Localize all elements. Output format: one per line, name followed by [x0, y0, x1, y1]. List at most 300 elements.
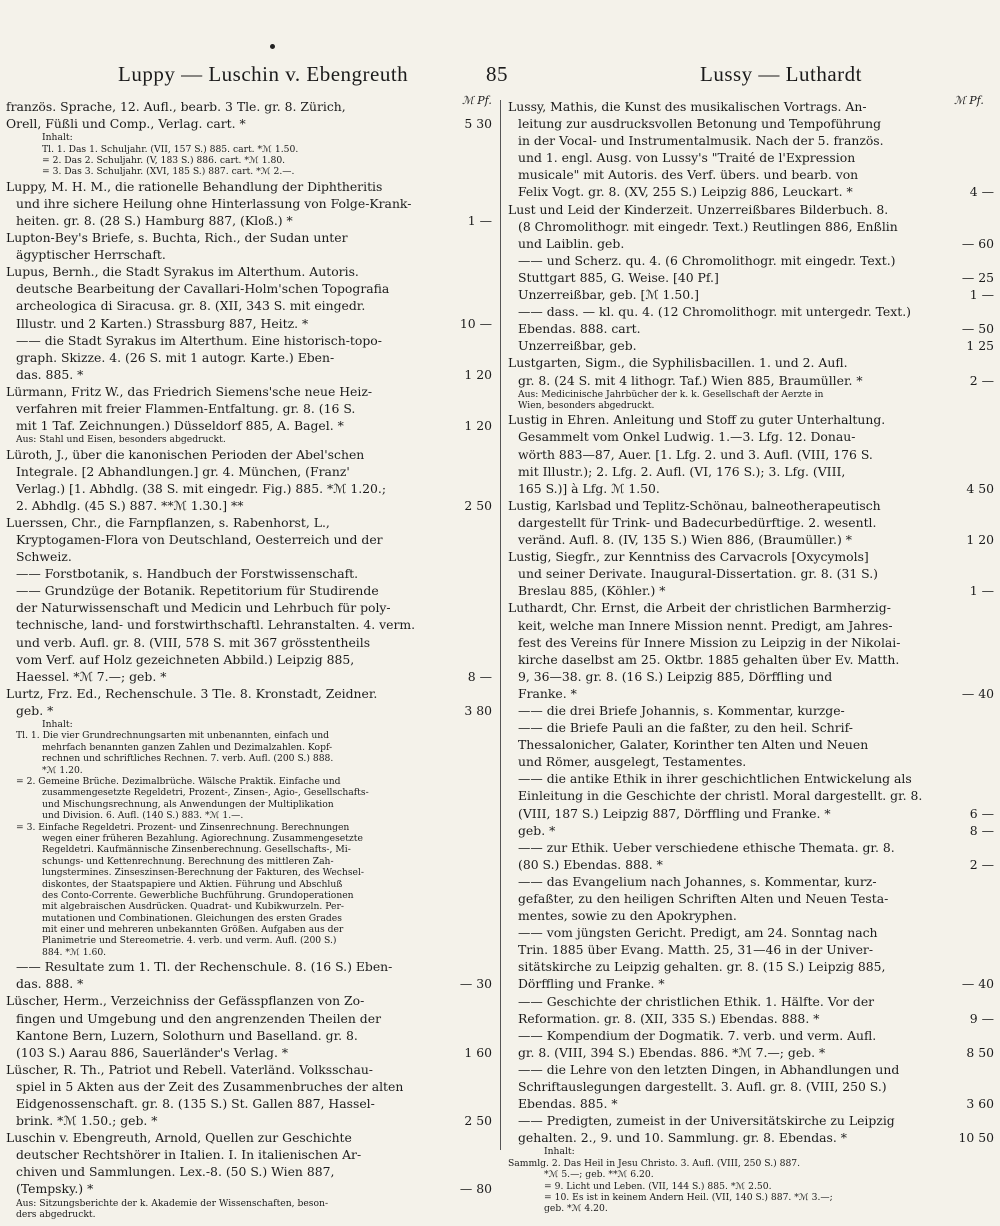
- entry-text: Luppy, M. H. M., die rationelle Behandlung der Diphtheritis: [6, 178, 383, 194]
- entry-note-line: [6, 787, 492, 798]
- entry-text: mit 1 Taf. Zeichnungen.) Düsseldorf 885, A. Bagel. *: [16, 418, 344, 434]
- entry-note-line: [6, 879, 492, 890]
- entry-line: [6, 480, 492, 497]
- entry-text: = 2. Das 2. Schuljahr. (V, 183 S.) 886. cart. *ℳ 1.80.: [42, 154, 286, 166]
- entry-text: —— dass. — kl. qu. 4. (12 Chromolithogr. mit untergedr. Text.): [518, 304, 912, 320]
- entry-line: [508, 514, 994, 531]
- entry-line: [508, 183, 994, 200]
- entry-text: 2. Abhdlg. (45 S.) 887. **ℳ 1.30.] **: [16, 497, 244, 513]
- entry-line: [6, 366, 492, 383]
- entry-line: [6, 229, 492, 246]
- entry-text: Aus: Sitzungsberichte der k. Akademie der Wissenschaften, beson-: [16, 1197, 329, 1209]
- entry-line: [508, 531, 994, 548]
- entry-line: [508, 428, 994, 445]
- entry-price: 10 50: [958, 1130, 994, 1146]
- entry-line: [6, 263, 492, 280]
- entry-text: und verb. Aufl. gr. 8. (VIII, 578 S. mit 367 grösstentheils: [16, 634, 371, 650]
- entry-text: mehrfach benannten ganzen Zahlen und Dezimalzahlen. Kopf-: [42, 741, 333, 753]
- entry-note-line: [6, 890, 492, 901]
- entry-note-line: [6, 776, 492, 787]
- entry-price: — 40: [961, 976, 994, 992]
- entry-note-line: [6, 924, 492, 935]
- entry-text: Integrale. [2 Abhandlungen.] gr. 4. München, (Franz': [16, 463, 350, 479]
- entry-line: [6, 1027, 492, 1044]
- entry-line: [6, 651, 492, 668]
- entry-line: [6, 1112, 492, 1129]
- entry-text: Orell, Füßli und Comp., Verlag. cart. *: [6, 116, 246, 132]
- entry-text: = 2. Gemeine Brüche. Dezimalbrüche. Wälsche Praktik. Einfache und: [16, 776, 341, 787]
- entry-note-line: [6, 822, 492, 833]
- entry-text: französ. Sprache, 12. Aufl., bearb. 3 Tle. gr. 8. Zürich,: [6, 99, 346, 114]
- entry-text: —— Predigten, zumeist in der Universitätskirche zu Leipzig: [518, 1113, 895, 1129]
- entry-price: 1 —: [969, 287, 994, 303]
- entry-line: [508, 320, 994, 337]
- entry-line: [508, 617, 994, 634]
- entry-line: [508, 303, 994, 320]
- entry-note-line: [6, 719, 492, 730]
- ink-dot: [270, 44, 275, 49]
- entry-text: *ℳ 5.—; geb. **ℳ 6.20.: [544, 1169, 654, 1181]
- entry-text: das. 888. *: [16, 976, 84, 992]
- entry-note-line: [508, 389, 994, 400]
- entry-text: keit, welche man Innere Mission nennt. Predigt, am Jahres-: [518, 617, 893, 633]
- entry-text: —— die Stadt Syrakus im Alterthum. Eine historisch-topo-: [16, 332, 382, 348]
- entry-text: Reformation. gr. 8. (XII, 335 S.) Ebendas. 888. *: [518, 1010, 820, 1026]
- entry-line: [6, 1044, 492, 1061]
- entry-line: [6, 417, 492, 434]
- entry-note-line: [6, 132, 492, 143]
- entry-line: [6, 280, 492, 297]
- entry-note-line: [6, 867, 492, 878]
- entry-note-line: [508, 1203, 994, 1214]
- entry-line: [508, 599, 994, 616]
- entry-line: [508, 582, 994, 599]
- entry-text: (VIII, 187 S.) Leipzig 887, Dörffling und Franke. *: [518, 805, 831, 821]
- entry-text: Kryptogamen-Flora von Deutschland, Oesterreich und der: [16, 532, 383, 548]
- entry-price: 2 50: [464, 497, 492, 513]
- entry-line: [6, 548, 492, 565]
- entry-line: [6, 349, 492, 366]
- entry-text: Stuttgart 885, G. Weise. [40 Pf.]: [518, 269, 719, 285]
- entry-text: Tl. 1. Die vier Grundrechnungsarten mit unbenannten, einfach und: [16, 730, 330, 742]
- left-column: [6, 98, 492, 1220]
- entry-price: 1 20: [966, 532, 994, 548]
- entry-line: [6, 1146, 492, 1163]
- entry-line: [508, 941, 994, 958]
- entry-price: 1 20: [464, 418, 492, 434]
- entry-text: —— vom jüngsten Gericht. Predigt, am 24. Sonntag nach: [518, 925, 878, 941]
- entry-text: fingen und Umgebung und den angrenzenden Theilen der: [16, 1010, 381, 1026]
- entry-text: —— Grundzüge der Botanik. Repetitorium für Studirende: [16, 583, 379, 599]
- entry-note-line: [6, 434, 492, 445]
- entry-line: [6, 315, 492, 332]
- entry-text: in der Vocal- und Instrumentalmusik. Nach der 5. französ.: [518, 133, 884, 149]
- entry-text: und 1. engl. Ausg. von Lussy's "Traité de l'Expression: [518, 150, 856, 166]
- entry-text: Unzerreißbar, geb.: [518, 338, 637, 354]
- entry-note-line: [6, 742, 492, 753]
- entry-text: mit einer und mehreren unbekannten Größen. Aufgaben aus der: [42, 924, 344, 936]
- entry-text: gehalten. 2., 9. und 10. Sammlung. gr. 8. Ebendas. *: [518, 1130, 847, 1146]
- entry-line: [508, 1061, 994, 1078]
- entry-text: technische, land- und forstwirthschaftl. Lehranstalten. 4. verm.: [16, 617, 416, 633]
- entry-line: [508, 269, 994, 286]
- entry-text: = 10. Es ist in keinem Andern Heil. (VII, 140 S.) 887. *ℳ 3.—;: [544, 1191, 833, 1203]
- entry-line: [508, 839, 994, 856]
- entry-text: Thessalonicher, Galater, Korinther ten Alten und Neuen: [518, 737, 869, 753]
- entry-text: Dörffling und Franke. *: [518, 976, 665, 992]
- entry-line: [508, 787, 994, 804]
- entry-text: und Division. 6. Aufl. (140 S.) 883. *ℳ 1.—.: [42, 810, 244, 822]
- entry-line: [508, 856, 994, 873]
- entry-line: [508, 463, 994, 480]
- entry-text: = 3. Das 3. Schuljahr. (XVI, 185 S.) 887. cart. *ℳ 2.—.: [42, 166, 295, 178]
- entry-text: rechnen und schriftliches Rechnen. 7. verb. Aufl. (200 S.) 888.: [42, 753, 334, 765]
- entry-text: des Conto-Corrente. Gewerbliche Buchführung. Grundoperationen: [42, 889, 354, 901]
- entry-text: und ihre sichere Heilung ohne Hinterlassung von Folge-Krank-: [16, 195, 412, 211]
- entry-text: geb. *ℳ 4.20.: [544, 1203, 608, 1215]
- entry-line: [508, 252, 994, 269]
- entry-text: Aus: Medicinische Jahrbücher der k. k. Gesellschaft der Aerzte in: [518, 388, 824, 400]
- entry-text: mit algebraischen Ausdrücken. Quadrat- und Kubikwurzeln. Per-: [42, 901, 344, 913]
- entry-note-line: [508, 1181, 994, 1192]
- entry-text: (8 Chromolithogr. mit eingedr. Text.) Reutlingen 886, Enßlin: [518, 218, 898, 234]
- entry-line: [508, 975, 994, 992]
- entry-text: deutscher Rechtshörer in Italien. I. In italienischen Ar-: [16, 1147, 362, 1163]
- page-number: 85: [486, 62, 508, 86]
- entry-line: [6, 446, 492, 463]
- entry-text: Lustig, Karlsbad und Teplitz-Schönau, balneotherapeutisch: [508, 497, 881, 513]
- entry-text: Inhalt:: [42, 132, 73, 144]
- entry-text: sitätskirche zu Leipzig gehalten. gr. 8. (15 S.) Leipzig 885,: [518, 959, 886, 975]
- entry-text: Lussy, Mathis, die Kunst des musikalischen Vortrags. An-: [508, 99, 867, 114]
- entry-text: kirche daselbst am 25. Oktbr. 1885 gehalten über Ev. Matth.: [518, 651, 900, 667]
- entry-text: graph. Skizze. 4. (26 S. mit 1 autogr. Karte.) Eben-: [16, 349, 335, 365]
- entry-note-line: [6, 166, 492, 177]
- entry-line: [6, 668, 492, 685]
- entry-line: [508, 337, 994, 354]
- entry-text: —— Kompendium der Dogmatik. 7. verb. und verm. Aufl.: [518, 1027, 877, 1043]
- entry-text: Inhalt:: [544, 1146, 575, 1158]
- right-column: [508, 98, 994, 1215]
- entry-price: 2 —: [969, 372, 994, 388]
- entry-line: [6, 98, 492, 115]
- entry-line: [508, 411, 994, 428]
- entry-text: Lüroth, J., über die kanonischen Perioden der Abel'schen: [6, 446, 365, 462]
- entry-note-line: [6, 144, 492, 155]
- entry-price: 8 —: [969, 822, 994, 838]
- entry-line: [508, 98, 994, 115]
- entry-price: 1 20: [464, 366, 492, 382]
- entry-text: Gesammelt vom Onkel Ludwig. 1.—3. Lfg. 12. Donau-: [518, 429, 856, 445]
- entry-text: Schweiz.: [16, 549, 72, 565]
- entry-line: [508, 651, 994, 668]
- entry-text: gr. 8. (24 S. mit 4 lithogr. Taf.) Wien 885, Braumüller. *: [518, 372, 863, 388]
- entry-line: [6, 514, 492, 531]
- entry-text: mutationen und Combinationen. Gleichungen des ersten Grades: [42, 912, 342, 924]
- entry-text: Wien, besonders abgedruckt.: [518, 399, 655, 411]
- entry-text: Lustig in Ehren. Anleitung und Stoff zu guter Unterhaltung.: [508, 412, 886, 428]
- entry-text: veränd. Aufl. 8. (IV, 135 S.) Wien 886, (Braumüller.) *: [518, 532, 852, 548]
- entry-line: [508, 993, 994, 1010]
- running-head-right: Lussy — Luthardt: [700, 62, 862, 86]
- entry-text: (Tempsky.) *: [16, 1181, 94, 1197]
- entry-line: [508, 1129, 994, 1146]
- entry-line: [6, 115, 492, 132]
- entry-note-line: [508, 1146, 994, 1157]
- entry-line: [508, 822, 994, 839]
- entry-text: ägyptischer Herrschaft.: [16, 247, 166, 263]
- entry-price: — 30: [459, 976, 492, 992]
- entry-text: Lürmann, Fritz W., das Friedrich Siemens'sche neue Heiz-: [6, 383, 373, 399]
- entry-text: leitung zur ausdrucksvollen Betonung und Tempoführung: [518, 116, 882, 132]
- entry-line: [508, 166, 994, 183]
- entry-text: Lupus, Bernh., die Stadt Syrakus im Alterthum. Autoris.: [6, 264, 359, 280]
- entry-line: [6, 1061, 492, 1078]
- entry-line: [508, 1112, 994, 1129]
- entry-line: [508, 372, 994, 389]
- entry-text: fest des Vereins für Innere Mission zu Leipzig in der Nikolai-: [518, 634, 901, 650]
- entry-line: [508, 702, 994, 719]
- entry-note-line: [508, 1192, 994, 1203]
- entry-line: [6, 616, 492, 633]
- entry-line: [6, 1180, 492, 1197]
- entry-line: [6, 195, 492, 212]
- entry-line: [6, 992, 492, 1009]
- entry-text: Inhalt:: [42, 719, 73, 731]
- entry-text: Ebendas. 888. cart.: [518, 321, 641, 337]
- entry-line: [508, 548, 994, 565]
- entry-text: lungstermines. Zinseszinsen-Berechnung der Fakturen, des Wechsel-: [42, 867, 365, 879]
- entry-text: Schriftauslegungen dargestellt. 3. Aufl. gr. 8. (VIII, 250 S.): [518, 1079, 887, 1095]
- entry-text: Verlag.) [1. Abhdlg. (38 S. mit eingedr. Fig.) 885. *ℳ 1.20.;: [16, 480, 387, 496]
- entry-line: [508, 770, 994, 787]
- entry-text: heiten. gr. 8. (28 S.) Hamburg 887, (Kloß.) *: [16, 212, 293, 228]
- entry-line: [6, 1095, 492, 1112]
- entry-text: mit Illustr.); 2. Lfg. 2. Aufl. (VI, 176 S.); 3. Lfg. (VIII,: [518, 463, 846, 479]
- entry-note-line: [6, 753, 492, 764]
- entry-text: Luthardt, Chr. Ernst, die Arbeit der christlichen Barmherzig-: [508, 600, 891, 616]
- entry-text: Haessel. *ℳ 7.—; geb. *: [16, 668, 167, 684]
- entry-text: 884. *ℳ 1.60.: [42, 946, 107, 958]
- entry-line: [508, 235, 994, 252]
- entry-price: 8 —: [467, 668, 492, 684]
- entry-text: verfahren mit freier Flammen-Entfaltung. gr. 8. (16 S.: [16, 400, 356, 416]
- entry-text: musicale" mit Autoris. des Verf. übers. und bearb. von: [518, 167, 859, 183]
- entry-text: —— Geschichte der christlichen Ethik. 1. Hälfte. Vor der: [518, 993, 875, 1009]
- entry-note-line: [6, 913, 492, 924]
- entry-text: 9, 36—38. gr. 8. (16 S.) Leipzig 885, Dörffling und: [518, 668, 833, 684]
- entry-line: [508, 1078, 994, 1095]
- entry-text: gefaßter, zu den heiligen Schriften Alten und Neuen Testa-: [518, 891, 889, 906]
- column-divider: [500, 100, 501, 1150]
- entry-text: = 9. Licht und Leben. (VII, 144 S.) 885. *ℳ 2.50.: [544, 1180, 772, 1192]
- entry-text: 165 S.)] à Lfg. ℳ 1.50.: [518, 480, 660, 496]
- entry-note-line: [6, 810, 492, 821]
- entry-price: — 40: [961, 685, 994, 701]
- entry-line: [508, 1095, 994, 1112]
- entry-line: [508, 907, 994, 924]
- entry-text: das. 885. *: [16, 366, 84, 382]
- entry-price: 1 25: [966, 338, 994, 354]
- entry-line: [6, 463, 492, 480]
- entry-price: — 80: [459, 1181, 492, 1197]
- entry-line: [6, 212, 492, 229]
- entry-line: [508, 149, 994, 166]
- entry-price: 1 —: [969, 583, 994, 599]
- entry-note-line: [6, 935, 492, 946]
- entry-text: Regeldetri. Kaufmännische Zinsenberechnung. Gesellschafts-, Mi-: [42, 844, 351, 856]
- entry-price: 8 50: [966, 1044, 994, 1060]
- entry-text: —— die drei Briefe Johannis, s. Kommentar, kurzge-: [518, 702, 845, 718]
- entry-text: Felix Vogt. gr. 8. (XV, 255 S.) Leipzig 886, Leuckart. *: [518, 184, 853, 200]
- entry-line: [6, 297, 492, 314]
- entry-line: [508, 685, 994, 702]
- entry-price: — 50: [961, 321, 994, 337]
- entry-text: archeologica di Siracusa. gr. 8. (XII, 343 S. mit eingedr.: [16, 298, 366, 314]
- entry-note-line: [6, 901, 492, 912]
- entry-text: Ebendas. 885. *: [518, 1096, 618, 1112]
- entry-text: Tl. 1. Das 1. Schuljahr. (VII, 157 S.) 885. cart. *ℳ 1.50.: [42, 143, 299, 155]
- entry-line: [508, 873, 994, 890]
- entry-price: 3 60: [966, 1096, 994, 1112]
- entry-line: [508, 354, 994, 371]
- entry-price: 1 —: [467, 212, 492, 228]
- entry-text: —— die Lehre von den letzten Dingen, in Abhandlungen und: [518, 1061, 900, 1077]
- entry-text: und Laiblin. geb.: [518, 235, 625, 251]
- entry-note-line: [6, 844, 492, 855]
- entry-line: [6, 685, 492, 702]
- entry-text: Lust und Leid der Kinderzeit. Unzerreißbares Bilderbuch. 8.: [508, 201, 889, 217]
- entry-price: 1 60: [464, 1044, 492, 1060]
- entry-price: 2 —: [969, 856, 994, 872]
- entry-text: und Römer, ausgelegt, Testamentes.: [518, 754, 747, 770]
- entry-note-line: [508, 1158, 994, 1169]
- entry-line: [6, 702, 492, 719]
- entry-text: schungs- und Kettenrechnung. Berechnung des mittleren Zah-: [42, 855, 334, 867]
- entry-line: [508, 1027, 994, 1044]
- entry-text: *ℳ 1.20.: [42, 764, 83, 776]
- entry-price: — 60: [961, 235, 994, 251]
- entry-text: mentes, sowie zu den Apokryphen.: [518, 908, 737, 924]
- entry-note-line: [6, 1209, 492, 1220]
- entry-text: Illustr. und 2 Karten.) Strassburg 887, Heitz. *: [16, 315, 309, 331]
- entry-text: Franke. *: [518, 685, 577, 701]
- entry-text: —— das Evangelium nach Johannes, s. Kommentar, kurz-: [518, 873, 877, 889]
- entry-text: diskontes, der Staatspapiere und Aktien. Führung und Abschluß: [42, 878, 343, 890]
- entry-price: 9 —: [969, 1010, 994, 1026]
- entry-line: [6, 958, 492, 975]
- entry-text: Lüscher, R. Th., Patriot und Rebell. Vaterländ. Volksschau-: [6, 1061, 373, 1077]
- entry-line: [508, 115, 994, 132]
- entry-line: [508, 1044, 994, 1061]
- entry-text: —— zur Ethik. Ueber verschiedene ethische Themata. gr. 8.: [518, 839, 895, 855]
- entry-line: [508, 480, 994, 497]
- entry-text: Lurtz, Frz. Ed., Rechenschule. 3 Tle. 8. Kronstadt, Zeidner.: [6, 685, 378, 701]
- entry-text: geb. *: [518, 822, 556, 838]
- entry-text: Kantone Bern, Luzern, Solothurn und Baselland. gr. 8.: [16, 1027, 358, 1043]
- entry-text: Breslau 885, (Köhler.) *: [518, 583, 666, 599]
- entry-line: [6, 246, 492, 263]
- entry-text: vom Verf. auf Holz gezeichneten Abbild.) Leipzig 885,: [16, 651, 355, 667]
- entry-line: [508, 719, 994, 736]
- entry-line: [6, 178, 492, 195]
- entry-price: — 25: [961, 269, 994, 285]
- entry-text: Luerssen, Chr., die Farnpflanzen, s. Rabenhorst, L.,: [6, 514, 330, 530]
- entry-text: Einleitung in die Geschichte der christl. Moral dargestellt. gr. 8.: [518, 788, 923, 804]
- entry-text: —— und Scherz. qu. 4. (6 Chromolithogr. mit eingedr. Text.): [518, 252, 896, 268]
- entry-line: [508, 805, 994, 822]
- entry-text: der Naturwissenschaft und Medicin und Lehrbuch für poly-: [16, 600, 391, 616]
- entry-line: [508, 218, 994, 235]
- entry-line: [508, 634, 994, 651]
- entry-line: [508, 736, 994, 753]
- entry-note-line: [6, 799, 492, 810]
- entry-line: [6, 1129, 492, 1146]
- entry-line: [6, 531, 492, 548]
- entry-line: [508, 446, 994, 463]
- entry-line: [508, 497, 994, 514]
- entry-text: brink. *ℳ 1.50.; geb. *: [16, 1113, 158, 1129]
- running-head-left: Luppy — Luschin v. Ebengreuth: [118, 62, 409, 86]
- entry-text: und Mischungsrechnung, als Anwendungen der Multiplikation: [42, 798, 334, 810]
- entry-note-line: [508, 1169, 994, 1180]
- entry-text: wegen einer früheren Bezahlung. Agiorechnung. Zusammengesetzte: [42, 832, 363, 844]
- entry-line: [6, 975, 492, 992]
- entry-price: 2 50: [464, 1113, 492, 1129]
- entry-line: [6, 332, 492, 349]
- entry-text: Lupton-Bey's Briefe, s. Buchta, Rich., der Sudan unter: [6, 230, 348, 246]
- entry-text: Sammlg. 2. Das Heil in Jesu Christo. 3. Aufl. (VIII, 250 S.) 887.: [508, 1157, 801, 1169]
- entry-text: = 3. Einfache Regeldetri. Prozent- und Zinsenrechnung. Berechnungen: [16, 821, 350, 833]
- entry-price: 4 50: [966, 480, 994, 496]
- entry-line: [6, 497, 492, 514]
- entry-text: Lustig, Siegfr., zur Kenntniss des Carvacrols [Oxycymols]: [508, 549, 869, 565]
- entry-line: [508, 890, 994, 907]
- entry-note-line: [508, 400, 994, 411]
- entry-line: [6, 582, 492, 599]
- entry-text: dargestellt für Trink- und Badecurbedürftige. 2. wesentl.: [518, 514, 877, 530]
- entry-text: Unzerreißbar, geb. [ℳ 1.50.]: [518, 287, 699, 303]
- entry-text: Lüscher, Herm., Verzeichniss der Gefässpflanzen von Zo-: [6, 993, 365, 1009]
- entry-text: geb. *: [16, 702, 54, 718]
- entry-line: [508, 201, 994, 218]
- entry-text: deutsche Bearbeitung der Cavallari-Holm'schen Topografia: [16, 281, 390, 297]
- entry-text: Luschin v. Ebengreuth, Arnold, Quellen zur Geschichte: [6, 1130, 352, 1146]
- entry-price: 10 —: [459, 315, 492, 331]
- entry-text: zusammengesetzte Regeldetri, Prozent-, Zinsen-, Agio-, Gesellschafts-: [42, 787, 369, 799]
- entry-text: —— die Briefe Pauli an die faßter, zu den heil. Schrif-: [518, 720, 853, 736]
- entry-line: [6, 1163, 492, 1180]
- entry-text: Lustgarten, Sigm., die Syphilisbacillen. 1. und 2. Aufl.: [508, 355, 848, 371]
- entry-line: [6, 1010, 492, 1027]
- entry-line: [6, 400, 492, 417]
- entry-line: [508, 1010, 994, 1027]
- entry-text: —— Resultate zum 1. Tl. der Rechenschule. 8. (16 S.) Eben-: [16, 959, 393, 975]
- entry-note-line: [6, 833, 492, 844]
- entry-line: [508, 924, 994, 941]
- entry-line: [508, 132, 994, 149]
- entry-text: ders abgedruckt.: [16, 1208, 96, 1220]
- entry-text: Aus: Stahl und Eisen, besonders abgedruckt.: [16, 434, 226, 446]
- entry-text: —— die antike Ethik in ihrer geschichtlichen Entwickelung als: [518, 771, 912, 787]
- entry-line: [6, 383, 492, 400]
- entry-price: 5 30: [464, 116, 492, 132]
- entry-note-line: [6, 730, 492, 741]
- entry-line: [508, 565, 994, 582]
- entry-price: 4 —: [969, 184, 994, 200]
- entry-price: 3 80: [464, 702, 492, 718]
- entry-text: wörth 883—87, Auer. [1. Lfg. 2. und 3. Aufl. (VIII, 176 S.: [518, 446, 873, 462]
